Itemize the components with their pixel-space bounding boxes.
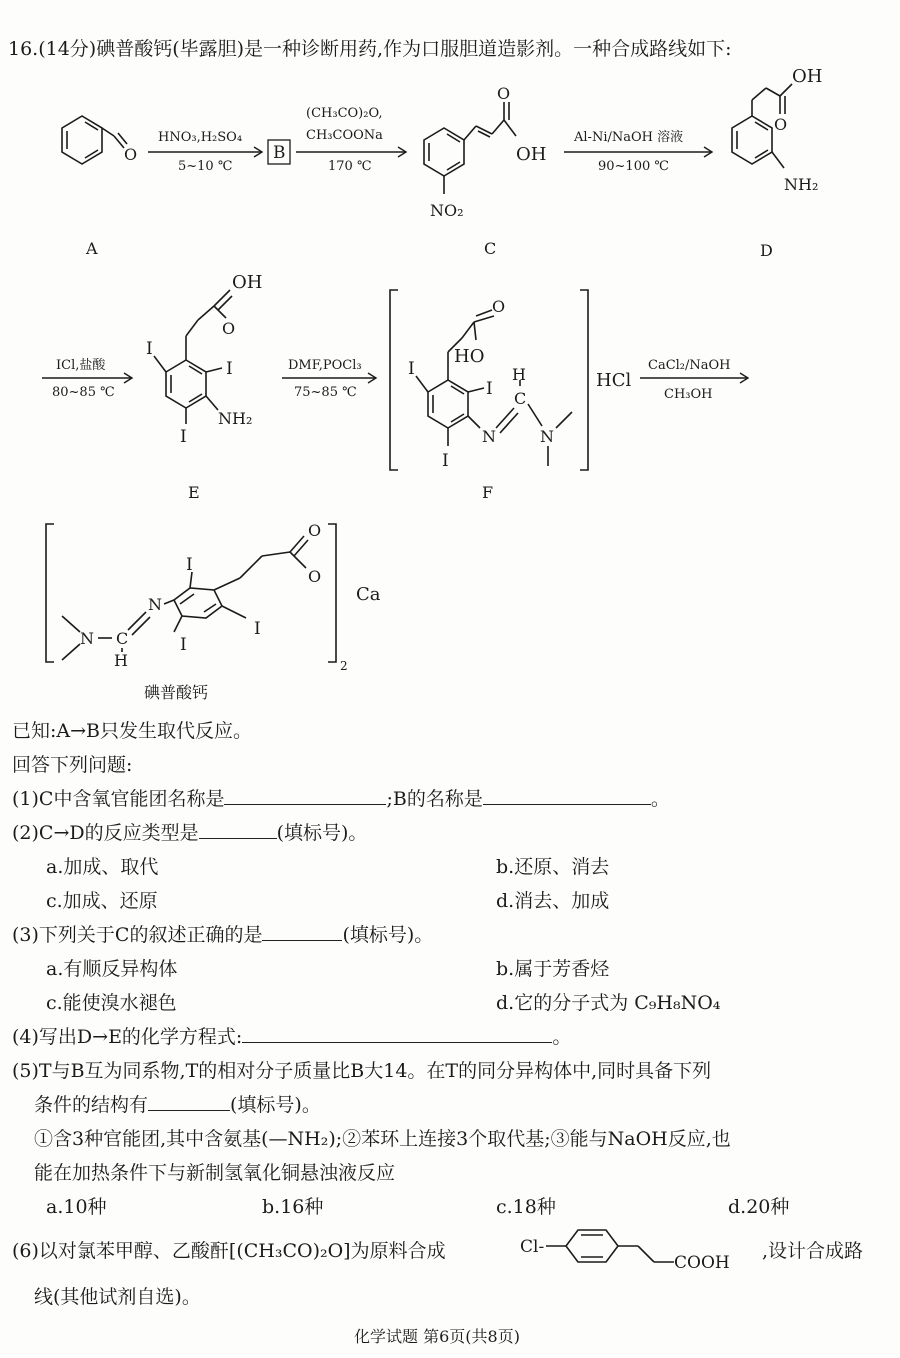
q3-option-d: d.它的分子式为 C₉H₈NO₄ <box>496 992 721 1014</box>
compound-d-structure <box>732 66 822 194</box>
atom-label: I <box>442 451 449 471</box>
q2-text: (2)C→D的反应类型是 <box>12 822 199 844</box>
compound-e-structure <box>146 272 262 447</box>
reagent-r1-top: HNO₃,H₂SO₄ <box>158 130 243 145</box>
q1-text-a: (1)C中含氧官能团名称是 <box>12 788 225 810</box>
reagent-r6-top: CaCl₂/NaOH <box>648 358 731 373</box>
atom-label: C <box>116 629 129 648</box>
q5-tail: (填标号)。 <box>230 1094 321 1116</box>
reagent-r2-bottom: 170 ℃ <box>328 159 372 174</box>
atom-label: N <box>540 427 554 446</box>
reagent-r1-bottom: 5~10 ℃ <box>178 159 233 174</box>
q2-option-a: a.加成、取代 <box>46 856 159 878</box>
q5-line2 <box>34 1090 321 1117</box>
q3-option-a: a.有顺反异构体 <box>46 958 178 980</box>
q1-text-c: 。 <box>650 788 670 810</box>
label-a: A <box>86 239 98 258</box>
atom-label: I <box>186 555 193 575</box>
atom-label: O <box>308 521 322 540</box>
q2-option-c: c.加成、还原 <box>46 890 158 912</box>
q1-text-b: ;B的名称是 <box>386 788 483 810</box>
atom-label: O <box>308 567 322 586</box>
atom-label: H <box>512 365 526 384</box>
target-product-structure <box>520 1222 790 1278</box>
q5-condition-1: ①含3种官能团,其中含氨基(—NH₂);②苯环上连接3个取代基;③能与NaOH反应,也 <box>34 1128 731 1150</box>
q2-option-b: b.还原、消去 <box>496 856 610 878</box>
reagent-r4-bottom: 80~85 ℃ <box>52 385 115 400</box>
q3-tail: (填标号)。 <box>342 924 434 946</box>
q1 <box>12 784 670 811</box>
subscript-2: 2 <box>340 659 348 673</box>
q5-option-c: c.18种 <box>496 1196 556 1218</box>
atom-label: I <box>226 359 233 379</box>
q5-line1: (5)T与B互为同系物,T的相对分子质量比B大14。在T的同分异构体中,同时具备下列 <box>12 1060 712 1082</box>
reagent-r2-top2: CH₃COONa <box>306 128 383 143</box>
atom-label: O <box>492 297 506 316</box>
compound-f-structure <box>390 290 588 471</box>
atom-label: I <box>180 427 187 447</box>
atom-label: N <box>148 595 162 614</box>
atom-label: HO <box>454 346 485 367</box>
compound-c-structure <box>424 84 546 220</box>
reagent-r6-bottom: CH₃OH <box>664 387 713 402</box>
q5-condition-2: 能在加热条件下与新制氢氧化铜悬浊液反应 <box>34 1162 396 1184</box>
atom-label: NO₂ <box>430 201 464 220</box>
reagent-r4-top: ICl,盐酸 <box>56 358 106 373</box>
label-f: F <box>482 483 494 502</box>
box-b-label: B <box>273 143 286 163</box>
reagent-r3-bottom: 90~100 ℃ <box>598 159 669 174</box>
compound-a-structure <box>62 116 137 164</box>
q3-blank[interactable] <box>262 922 342 941</box>
q2 <box>12 818 367 845</box>
atom-label: OH <box>516 144 547 165</box>
q6-text-b: ,设计合成路 <box>762 1240 864 1262</box>
q4 <box>12 1022 571 1049</box>
atom-label: COOH <box>674 1253 730 1273</box>
atom-label: C <box>514 389 527 408</box>
q5-option-b: b.16种 <box>262 1196 324 1218</box>
reagent-r5-top: DMF,POCl₃ <box>288 358 362 373</box>
question-header: 16.(14分)碘普酸钙(毕露胆)是一种诊断用药,作为口服胆道造影剂。一种合成路线如下: <box>8 38 732 60</box>
q4-blank[interactable] <box>242 1024 552 1043</box>
atom-label: I <box>180 635 187 655</box>
q2-option-d: d.消去、加成 <box>496 890 610 912</box>
reagent-r2-top1: (CH₃CO)₂O, <box>306 106 383 121</box>
q5-option-d: d.20种 <box>728 1196 790 1218</box>
atom-label: OH <box>232 272 263 293</box>
hcl-label: HCl <box>596 370 632 391</box>
q1-blank-1[interactable] <box>224 786 386 805</box>
q2-blank[interactable] <box>199 820 277 839</box>
page-footer: 化学试题 第6页(共8页) <box>354 1327 520 1346</box>
answer-prompt: 回答下列问题: <box>12 754 133 776</box>
q4-text: (4)写出D→E的化学方程式: <box>12 1026 243 1048</box>
atom-label: O <box>497 84 511 103</box>
atom-label: NH₂ <box>218 409 253 428</box>
known-statement: 已知:A→B只发生取代反应。 <box>12 720 253 742</box>
atom-label: O <box>222 319 236 338</box>
label-e: E <box>188 483 200 502</box>
atom-label: N <box>482 427 496 446</box>
q1-blank-2[interactable] <box>483 786 651 805</box>
final-product-structure <box>46 521 336 670</box>
q2-tail: (填标号)。 <box>276 822 368 844</box>
ca-label: Ca <box>356 584 381 605</box>
atom-label: Cl- <box>520 1237 545 1257</box>
atom-label: I <box>254 619 261 639</box>
reagent-r5-bottom: 75~85 ℃ <box>294 385 357 400</box>
q6-text-c: 线(其他试剂自选)。 <box>34 1286 201 1308</box>
atom-label: O <box>774 115 788 134</box>
reagent-r3-top: Al-Ni/NaOH 溶液 <box>574 130 684 145</box>
q5-blank[interactable] <box>148 1092 230 1111</box>
q6-text-a: (6)以对氯苯甲醇、乙酸酐[(CH₃CO)₂O]为原料合成 <box>12 1240 446 1262</box>
label-d: D <box>760 241 773 260</box>
atom-label: H <box>114 651 128 670</box>
atom-label: I <box>146 339 153 359</box>
label-final-product: 碘普酸钙 <box>144 683 209 702</box>
q5-option-a: a.10种 <box>46 1196 107 1218</box>
q3-option-c: c.能使溴水褪色 <box>46 992 177 1014</box>
atom-label: O <box>124 145 138 164</box>
q5-text: 条件的结构有 <box>34 1094 149 1116</box>
q4-tail: 。 <box>552 1026 572 1048</box>
atom-label: N <box>80 629 94 648</box>
atom-label: NH₂ <box>784 175 819 194</box>
q3-text: (3)下列关于C的叙述正确的是 <box>12 924 263 946</box>
atom-label: OH <box>792 66 823 87</box>
q3 <box>12 920 433 947</box>
q3-option-b: b.属于芳香烃 <box>496 958 610 980</box>
label-c: C <box>484 239 497 258</box>
atom-label: I <box>408 359 415 379</box>
atom-label: I <box>486 379 493 399</box>
